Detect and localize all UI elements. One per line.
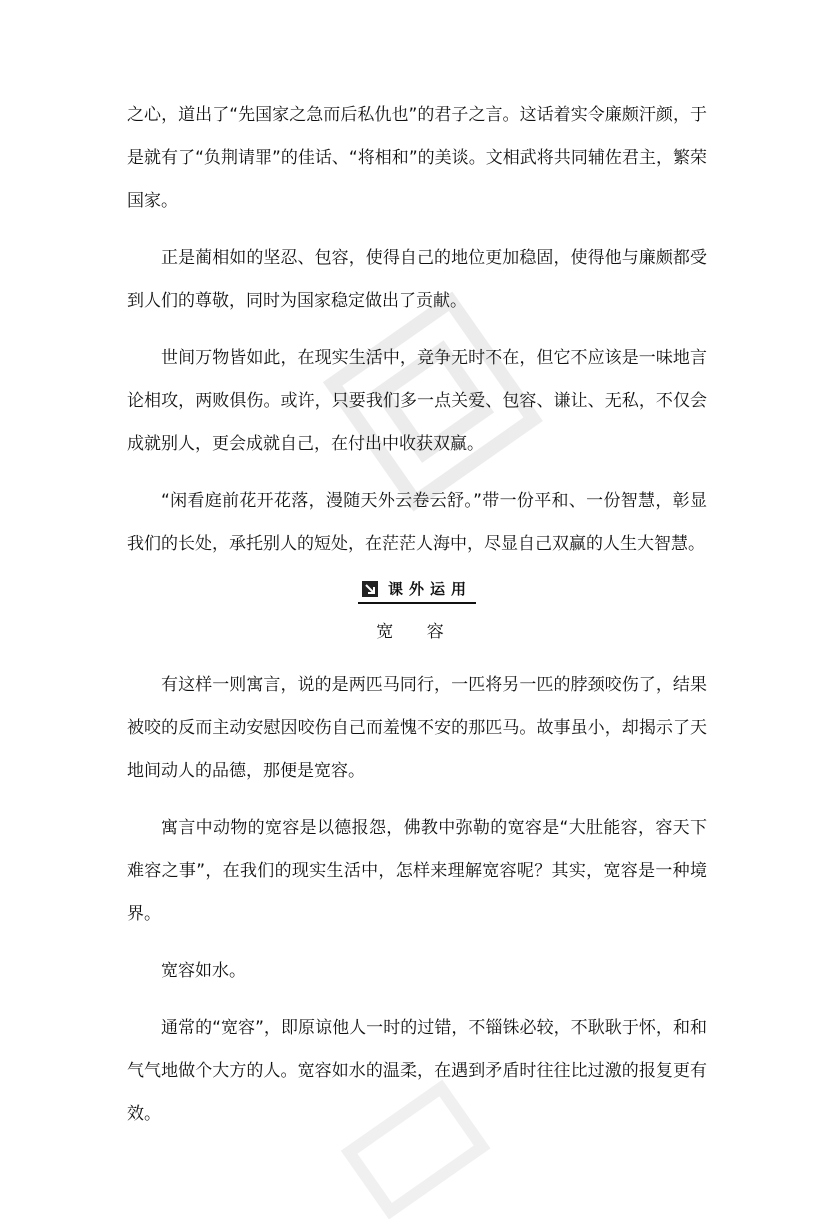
paragraph: 世间万物皆如此，在现实生活中，竞争无时不在，但它不应该是一味地言论相攻，两败俱伤。或许，只要我们多一点关爱、包容、谦让、无私，不仅会成就别人，更会成就自己，在付出中收获双赢。 [127,348,707,454]
paragraph-continuation: 之心，道出了“先国家之急而后私仇也”的君子之言。这话着实令廉颇汗颜，于是就有了“负荆请罪”的佳话、“将相和”的美谈。文相武将共同辅佐君主，繁荣国家。 [127,105,707,211]
paragraph: 正是蔺相如的坚忍、包容，使得自己的地位更加稳固，使得他与廉颇都受到人们的尊敬，同时为国家稳定做出了贡献。 [127,248,707,311]
article-title: 宽 容 [376,622,458,642]
arrow-down-right-icon [362,581,378,597]
section-heading-label: 课外运用 [387,580,472,598]
paragraph: 宽容如水。 [161,961,246,981]
document-content [127,94,707,1150]
section-heading [127,578,707,604]
paragraph: 有这样一则寓言，说的是两匹马同行，一匹将另一匹的脖颈咬伤了，结果被咬的反而主动安慰因咬伤自己而羞愧不安的那匹马。故事虽小，却揭示了天地间动人的品德，那便是宽容。 [127,675,707,781]
paragraph: “闲看庭前花开花落，漫随天外云卷云舒。”带一份平和、一份智慧，彰显我们的长处，承托别人的短处，在茫茫人海中，尽显自己双赢的人生大智慧。 [127,491,707,554]
paragraph: 通常的“宽容”，即原谅他人一时的过错，不锱铢必较，不耿耿于怀，和和气气地做个大方的人。宽容如水的温柔，在遇到矛盾时往往比过激的报复更有效。 [127,1018,707,1124]
paragraph: 寓言中动物的宽容是以德报怨，佛教中弥勒的宽容是“大肚能容，容天下难容之事”，在我们的现实生活中，怎样来理解宽容呢？其实，宽容是一种境界。 [127,818,707,924]
